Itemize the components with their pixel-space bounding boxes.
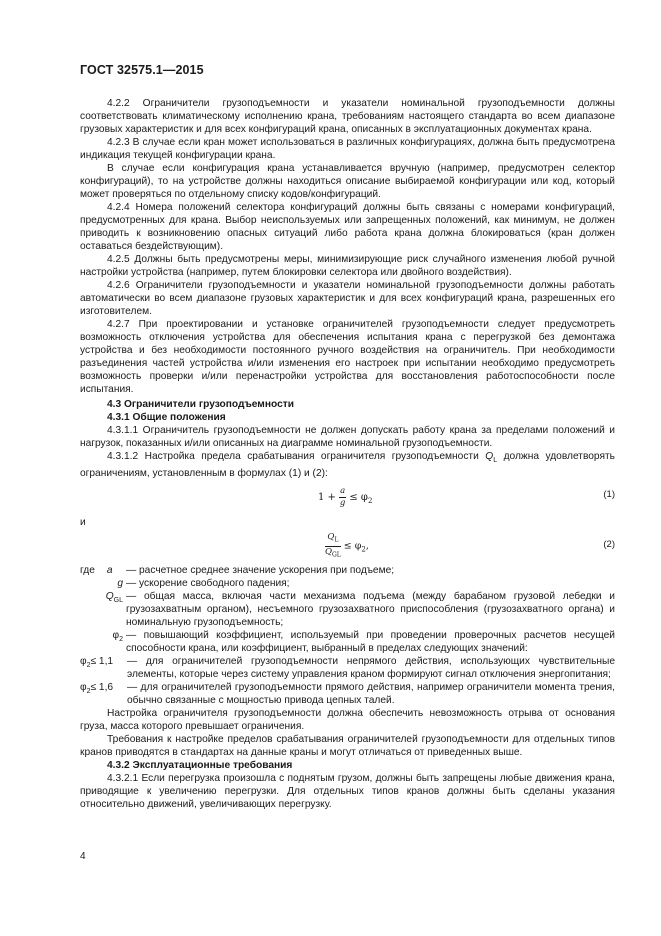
paragraph-4-3-2-1: 4.3.2.1 Если перегрузка произошла с поднятым грузом, должны быть запрещены любые движения крана, приводящие к увеличению перегрузки. Для отдельных типов кранов должны быть сделаны указания относительно движений, увеличивающих перегрузку. bbox=[80, 773, 615, 811]
formula-1 bbox=[80, 484, 615, 514]
formula-1-subscript: 2 bbox=[367, 497, 373, 506]
formula-2-numerator-subscript: L bbox=[334, 536, 339, 544]
definition-phi2-1-6-subscript: 2 bbox=[86, 688, 91, 696]
paragraph-4-3-1-1: 4.3.1.1 Ограничитель грузоподъемности не должен допускать работу крана за пределами положений и нагрузок, показанных и/или описанных на диаграмме номинальной грузоподъемности. bbox=[80, 425, 615, 449]
formula-1-number: (1) bbox=[603, 489, 615, 501]
definition-phi2-symbol: φ bbox=[112, 630, 120, 642]
formula-1-numerator: a bbox=[340, 486, 346, 497]
definition-phi2-1-1-symbol: φ bbox=[80, 656, 87, 668]
formula-2-tail: , bbox=[365, 540, 369, 552]
definition-phi2-1-1-text: — для ограничителей грузоподъемности непрямого действия, использующих чувствительные элементы, которые через систему управления краном формируют сигнал отключения энергопитания; bbox=[127, 656, 615, 681]
standard-header: ГОСТ 32575.1—2015 bbox=[80, 63, 204, 77]
definition-phi2-1-6-value: ≤ 1,6 bbox=[90, 682, 114, 694]
paragraph-4-2-2: 4.2.2 Ограничители грузоподъемности и указатели номинальной грузоподъемности должны соответствовать климатическому исполнению крана, требованиям настоящего стандарта во всем диапазоне грузовых характеристик и для всех конфигураций крана, описанных в эксплуатационных документах крана. bbox=[80, 98, 615, 135]
definition-where bbox=[80, 564, 123, 577]
definition-phi2-symbol-wrap bbox=[80, 629, 123, 655]
section-heading-4-3: 4.3 Ограничители грузоподъемности bbox=[107, 399, 294, 410]
paragraph-setting: Настройка ограничителя грузоподъемности должна обеспечить невозможность отрыва от основания груза, масса которого превышает ограничения. bbox=[80, 708, 615, 733]
definition-a-symbol: a bbox=[106, 565, 113, 577]
formula-1-denominator: g bbox=[339, 498, 346, 509]
formula-1-relation: ≤ φ bbox=[349, 492, 368, 504]
paragraph-4-2-7: 4.2.7 При проектировании и установке ограничителей грузоподъемности следует предусмотреть возможность отключения устройства для обеспечения испытания крана с перегрузкой без демонтажа устройства и без необходимости постоянного ручного воздействия на ограничитель. При необходимости разъединения частей устройства и/или изменения его настроек при испытании необходимо предусмотреть возможность проверки и/или перенастройки устройства для восстановления работоспособности после испытания. bbox=[80, 319, 615, 395]
formula-2-denominator bbox=[325, 547, 341, 561]
paragraph-4-2-4: 4.2.4 Номера положений селектора конфигураций должны быть связаны с номерами конфигураций, предусмотренных для крана. Выбор неиспользуемых или запрещенных положений, как минимум, не должен приводить к возникновению опасных ситуаций либо работа крана должна блокироваться (кран должен оставаться бездействующим). bbox=[80, 202, 615, 252]
definition-a bbox=[80, 564, 615, 577]
definition-phi2-1-6-symbol-wrap bbox=[80, 681, 126, 707]
subsection-heading-4-3-1: 4.3.1 Общие положения bbox=[107, 412, 226, 423]
definition-g bbox=[80, 577, 615, 590]
definition-phi2 bbox=[80, 629, 615, 655]
paragraph-4-2-6: 4.2.6 Ограничители грузоподъемности и указатели номинальной грузоподъемности должны работать автоматически во всем диапазоне грузовых характеристик и для всех конфигураций крана, разрешенных его изготовителем. bbox=[80, 280, 615, 317]
definition-g-text: — ускорение свободного падения; bbox=[126, 578, 290, 590]
formula-2-numerator bbox=[325, 532, 341, 547]
definition-qgl-subscript: GL bbox=[113, 597, 123, 605]
definition-g-symbol: g bbox=[117, 578, 123, 590]
paragraph-4-2-3: 4.2.3 В случае если кран может использоваться в различных конфигурациях, должна быть предусмотрена индикация текущей конфигурации крана. bbox=[80, 137, 615, 161]
paragraph-requirements: Требования к настройке пределов срабатывания ограничителей грузоподъемности для отдельных типов кранов приводятся в стандартах на данные краны и могут отличаться от приведенных выше. bbox=[80, 734, 615, 759]
definition-qgl-symbol-wrap bbox=[80, 590, 123, 629]
paragraph-4-2-5: 4.2.5 Должны быть предусмотрены меры, минимизирующие риск случайного изменения любой ручной настройки устройства (например, путем блокировки селектора или двойного воздействия). bbox=[80, 254, 615, 278]
formula-1-fraction bbox=[339, 486, 346, 509]
page-number: 4 bbox=[80, 851, 86, 862]
paragraph-4-3-1-2 bbox=[80, 450, 615, 480]
definition-phi2-1-1-symbol-wrap bbox=[80, 655, 126, 681]
subsection-heading-4-3-2: 4.3.2 Эксплуатационные требования bbox=[107, 760, 293, 772]
where-word: где bbox=[80, 565, 95, 577]
formula-2-numerator-symbol: Q bbox=[327, 532, 335, 543]
definition-phi2-1-6 bbox=[80, 681, 615, 707]
paragraph-4-3-1-2-start: 4.3.1.2 Настройка предела срабатывания ограничителя грузоподъемности bbox=[107, 451, 479, 462]
definition-a-text: — расчетное среднее значение ускорения при подъеме; bbox=[126, 565, 395, 577]
paragraph-4-2-3-config: В случае если конфигурация крана устанавливается вручную (например, предусмотрен селектор конфигураций), то на устройстве должны находиться описание выбираемой конфигурации или код, который может проверяться по отдельному списку кодов/конфигураций. bbox=[80, 163, 615, 200]
formula-2-denominator-symbol: Q bbox=[325, 546, 332, 557]
definition-qgl-symbol: Q bbox=[105, 591, 114, 603]
definition-phi2-1-1-subscript: 2 bbox=[86, 662, 91, 670]
conjunction-and: и bbox=[80, 517, 86, 529]
formula-2-denominator-subscript: GL bbox=[331, 551, 341, 559]
definition-phi2-text: — повышающий коэффициент, используемый при проведении проверочных расчетов несущей способности крана, или коэффициент, выбранный в пределах следующих значений: bbox=[126, 630, 615, 655]
formula-2-relation-subscript: 2 bbox=[361, 545, 366, 554]
definition-phi2-1-1-value: ≤ 1,1 bbox=[90, 656, 114, 668]
definition-phi2-1-6-symbol: φ bbox=[80, 682, 87, 694]
definition-qgl-text: — общая масса, включая части механизма подъема (между барабаном грузовой лебедки и грузозахватным органом), несъемного грузозахватного приспособления (грузозахватного органа) и номинальную грузоподъемность; bbox=[126, 591, 615, 629]
paragraph-4-3-1-2-end: должна удовлетворять ограничениям, установленным в формулах (1) и (2): bbox=[80, 451, 615, 480]
symbol-ql-subscript: L bbox=[493, 457, 498, 465]
page-content bbox=[80, 97, 615, 811]
formula-2-number: (2) bbox=[603, 539, 615, 551]
formula-2 bbox=[80, 532, 615, 558]
definition-phi2-subscript: 2 bbox=[119, 636, 123, 644]
definition-phi2-1-1 bbox=[80, 655, 615, 681]
formula-2-relation: ≤ φ bbox=[343, 540, 362, 552]
formula-2-fraction bbox=[325, 532, 341, 560]
formula-1-one-plus: 1 + bbox=[318, 492, 336, 504]
definition-phi2-1-6-text: — для ограничителей грузоподъемности прямого действия, например ограничители момента трения, обычно связанные с мощностью привода цепных талей. bbox=[127, 682, 615, 707]
symbol-ql: Q bbox=[485, 451, 494, 462]
formula-2-expression bbox=[325, 532, 369, 560]
formula-1-expression bbox=[318, 486, 372, 509]
definition-qgl bbox=[80, 590, 615, 629]
